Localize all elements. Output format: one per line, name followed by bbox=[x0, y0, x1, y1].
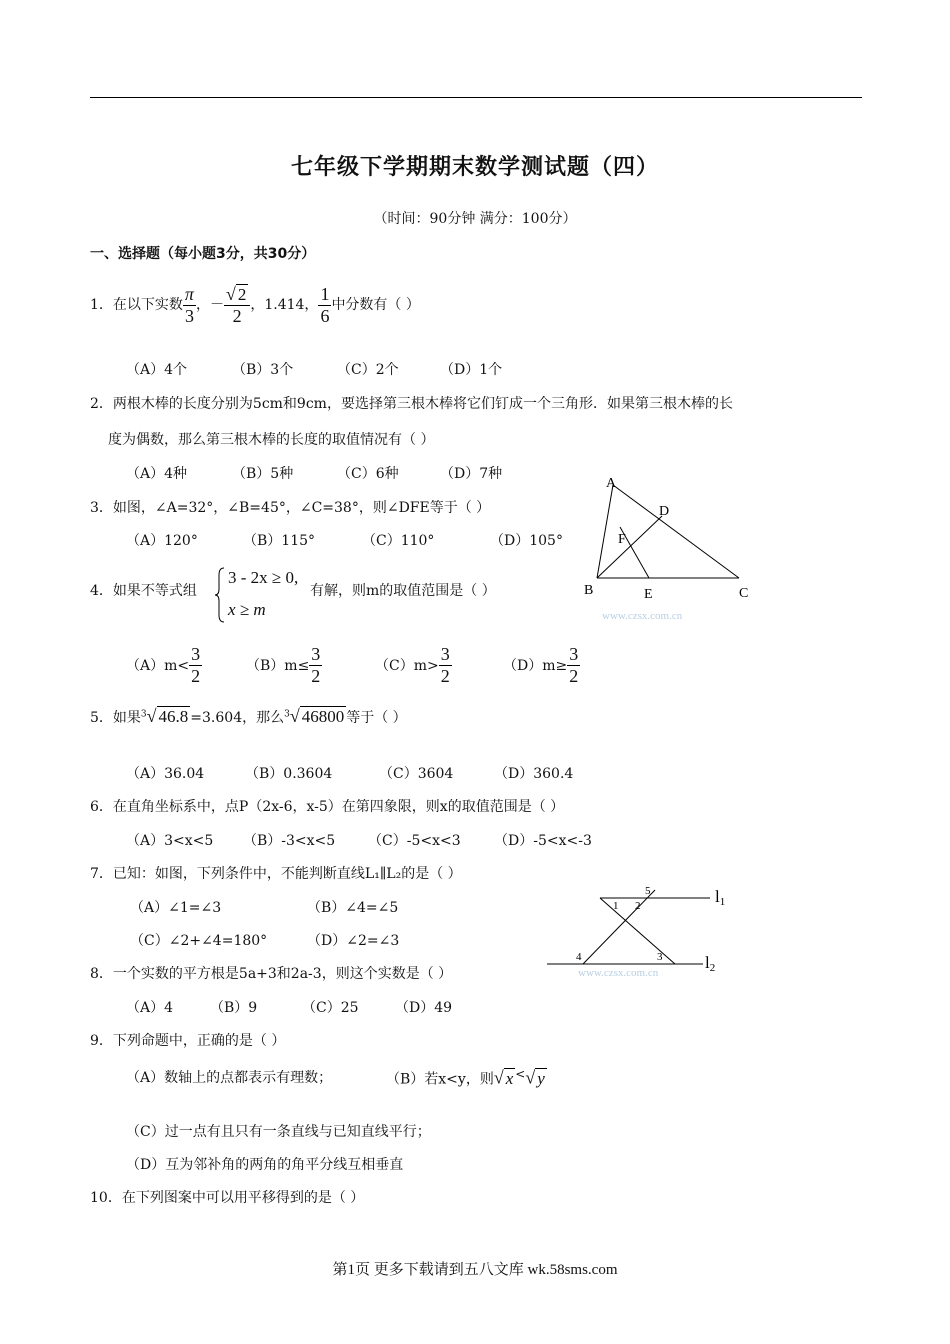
label-e: E bbox=[644, 587, 653, 602]
q2-option-b[interactable]: （B）5种 bbox=[232, 466, 294, 482]
q9-option-b[interactable]: （B）若x<y，则√ x <√ y bbox=[386, 1067, 545, 1088]
q6-option-a[interactable]: （A）3<x<5 bbox=[126, 833, 214, 849]
angle-label-2: 2 bbox=[635, 900, 641, 912]
question-10: 10．在下列图案中可以用平移得到的是（ ） bbox=[90, 1190, 365, 1206]
q1-option-a[interactable]: （A）4个 bbox=[126, 362, 188, 378]
q2-option-c[interactable]: （C）6种 bbox=[337, 466, 399, 482]
q5-root-1: 46.8 bbox=[158, 707, 189, 726]
label-d: D bbox=[659, 504, 670, 519]
q8-option-c[interactable]: （C）25 bbox=[302, 1000, 359, 1016]
question-3: 3．如图，∠A=32°，∠B=45°，∠C=38°，则∠DFE等于（ ） bbox=[90, 500, 491, 516]
q4-inequality-2: x ≥ m bbox=[228, 600, 266, 619]
q6-option-c[interactable]: （C）-5<x<3 bbox=[368, 833, 461, 849]
q3-option-c[interactable]: （C）110° bbox=[362, 533, 435, 549]
line-bd bbox=[597, 516, 662, 578]
q5-option-d[interactable]: （D）360.4 bbox=[494, 766, 574, 782]
question-8: 8．一个实数的平方根是5a+3和2a-3，则这个实数是（ ） bbox=[90, 966, 453, 982]
q4-inequality-1: 3 - 2x ≥ 0, bbox=[228, 568, 299, 587]
q5-root-2: 46800 bbox=[301, 707, 345, 726]
q2-option-d[interactable]: （D）7种 bbox=[440, 466, 503, 482]
label-f: F bbox=[618, 532, 626, 547]
header-rule bbox=[90, 97, 862, 98]
q5-option-b[interactable]: （B）0.3604 bbox=[245, 766, 333, 782]
q9-option-a[interactable]: （A）数轴上的点都表示有理数； bbox=[126, 1070, 333, 1086]
q1-fraction-1-6: $\frac{1}{6}$ bbox=[320, 284, 330, 326]
q7-option-c[interactable]: （C）∠2+∠4=180° bbox=[130, 933, 268, 949]
parallel-lines-figure bbox=[545, 880, 745, 980]
angle-label-3: 3 bbox=[657, 951, 663, 963]
q3-option-d[interactable]: （D）105° bbox=[490, 533, 563, 549]
q7-option-d[interactable]: （D）∠2=∠3 bbox=[307, 933, 400, 949]
line-label-l2: l2 bbox=[705, 953, 716, 974]
q4-option-a[interactable]: （A）m< $\frac{3}{2}$ bbox=[126, 644, 201, 686]
q1-fraction-sqrt2: $\frac{√ 2}{2}$ bbox=[224, 284, 250, 326]
q4-option-b[interactable]: （B）m≤ $\frac{3}{2}$ bbox=[246, 644, 321, 686]
brace-icon bbox=[215, 567, 225, 623]
q9-option-d[interactable]: （D）互为邻补角的两角的角平分线互相垂直 bbox=[126, 1157, 404, 1173]
q7-option-a[interactable]: （A）∠1=∠3 bbox=[130, 900, 222, 916]
question-7: 7．已知：如图，下列条件中，不能判断直线L₁∥L₂的是（ ） bbox=[90, 866, 462, 882]
q1-prefix: 1．在以下实数 bbox=[90, 297, 183, 314]
question-6: 6．在直角坐标系中，点P（2x-6，x-5）在第四象限，则x的取值范围是（ ） bbox=[90, 799, 565, 815]
line-ab bbox=[597, 485, 613, 578]
label-b: B bbox=[584, 583, 594, 598]
q1-option-d[interactable]: （D）1个 bbox=[440, 362, 503, 378]
question-9: 9．下列命题中，正确的是（ ） bbox=[90, 1033, 286, 1049]
q5-option-c[interactable]: （C）3604 bbox=[379, 766, 454, 782]
transversal-2 bbox=[583, 890, 655, 964]
q8-option-a[interactable]: （A）4 bbox=[126, 1000, 174, 1016]
watermark-2: www.czsx.com.cn bbox=[578, 967, 659, 979]
q9-option-c[interactable]: （C）过一点有且只有一条直线与已知直线平行； bbox=[126, 1124, 431, 1140]
question-1: 1．在以下实数 $\frac{\pi}{3}$ ，－ $\frac{√ 2}{2}$ ，1.414， $\frac{1}{6}$ 中分数有（ ） bbox=[90, 284, 420, 326]
angle-label-5: 5 bbox=[645, 885, 651, 897]
q8-option-d[interactable]: （D）49 bbox=[395, 1000, 453, 1016]
q2-option-a[interactable]: （A）4种 bbox=[126, 466, 188, 482]
page-title: 七年级下学期期末数学测试题（四） bbox=[290, 155, 659, 180]
q4-option-d[interactable]: （D）m≥ $\frac{3}{2}$ bbox=[503, 644, 579, 686]
line-ac bbox=[613, 485, 739, 578]
watermark: www.czsx.com.cn bbox=[602, 610, 683, 622]
q1-option-b[interactable]: （B）3个 bbox=[232, 362, 294, 378]
q8-option-b[interactable]: （B）9 bbox=[210, 1000, 258, 1016]
q6-option-b[interactable]: （B）-3<x<5 bbox=[243, 833, 336, 849]
q1-fraction-pi: $\frac{\pi}{3}$ bbox=[184, 284, 194, 326]
q3-option-a[interactable]: （A）120° bbox=[126, 533, 198, 549]
section-heading: 一、选择题（每小题3分，共30分） bbox=[90, 246, 316, 262]
q4-suffix: 有解，则m的取值范围是（ ） bbox=[310, 583, 496, 599]
question-2-line1: 2．两根木棒的长度分别为5cm和9cm，要选择第三根木棒将它们钉成一个三角形．如果第三根木棒的长 bbox=[90, 396, 733, 412]
q4-prefix: 4．如果不等式组 bbox=[90, 583, 197, 599]
angle-label-1: 1 bbox=[613, 900, 619, 912]
q5-option-a[interactable]: （A）36.04 bbox=[126, 766, 205, 782]
question-5: 5．如果$^3$√ 46.8 =3.604，那么$^3$√ 46800 等于（ ） bbox=[90, 706, 407, 726]
q1-option-c[interactable]: （C）2个 bbox=[337, 362, 399, 378]
angle-label-4: 4 bbox=[576, 951, 582, 963]
exam-info: （时间：90分钟 满分：100分） bbox=[373, 211, 577, 227]
line-label-l1: l1 bbox=[715, 887, 726, 908]
triangle-figure bbox=[575, 465, 765, 625]
question-2-line2: 度为偶数，那么第三根木棒的长度的取值情况有（ ） bbox=[108, 432, 435, 448]
q3-option-b[interactable]: （B）115° bbox=[243, 533, 316, 549]
page-footer: 第1页 更多下载请到五八文库 wk.58sms.com bbox=[332, 1262, 618, 1278]
label-c: C bbox=[739, 586, 749, 601]
label-a: A bbox=[606, 476, 617, 491]
q4-option-c[interactable]: （C）m> $\frac{3}{2}$ bbox=[375, 644, 450, 686]
q6-option-d[interactable]: （D）-5<x<-3 bbox=[494, 833, 592, 849]
q7-option-b[interactable]: （B）∠4=∠5 bbox=[307, 900, 399, 916]
